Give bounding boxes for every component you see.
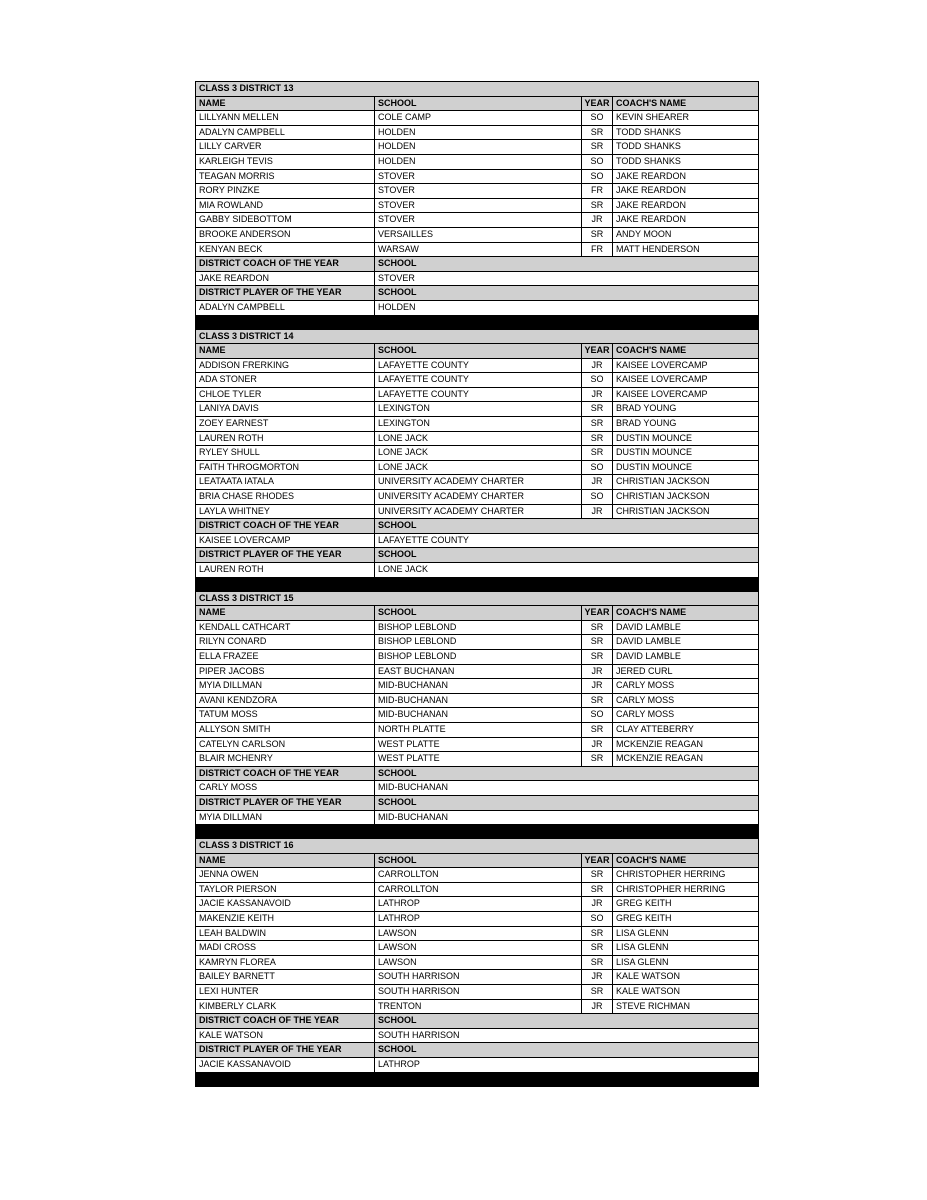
player-row <box>196 926 759 941</box>
player-row <box>196 213 759 228</box>
player-name: KENYAN BECK <box>196 242 375 257</box>
player-school: LONE JACK <box>375 431 582 446</box>
player-name: ADALYN CAMPBELL <box>196 125 375 140</box>
player-school: UNIVERSITY ACADEMY CHARTER <box>375 490 582 505</box>
player-school: LONE JACK <box>375 446 582 461</box>
player-year: SO <box>582 460 613 475</box>
player-school: LAWSON <box>375 926 582 941</box>
player-name: RORY PINZKE <box>196 184 375 199</box>
player-coach: KALE WATSON <box>613 970 759 985</box>
player-name: LAUREN ROTH <box>196 431 375 446</box>
header-coach: COACH'S NAME <box>613 606 759 621</box>
player-school: LAWSON <box>375 941 582 956</box>
player-row <box>196 635 759 650</box>
header-school: SCHOOL <box>375 344 582 359</box>
player-of-year-row <box>196 810 759 825</box>
player-school: WEST PLATTE <box>375 752 582 767</box>
player-school: EAST BUCHANAN <box>375 664 582 679</box>
separator-bar <box>196 1072 759 1086</box>
player-of-year-name: ADALYN CAMPBELL <box>196 300 375 315</box>
player-year: SR <box>582 417 613 432</box>
player-coach: DUSTIN MOUNCE <box>613 431 759 446</box>
player-year: JR <box>582 970 613 985</box>
player-row <box>196 358 759 373</box>
player-name: LILLYANN MELLEN <box>196 111 375 126</box>
player-of-year-label: DISTRICT PLAYER OF THE YEAR <box>196 548 375 563</box>
player-row <box>196 169 759 184</box>
coach-of-year-name: KALE WATSON <box>196 1028 375 1043</box>
player-coach: CARLY MOSS <box>613 708 759 723</box>
table-body <box>196 82 759 1087</box>
player-coach: CHRISTIAN JACKSON <box>613 490 759 505</box>
player-school: LAFAYETTE COUNTY <box>375 373 582 388</box>
header-school: SCHOOL <box>375 853 582 868</box>
player-school: MID-BUCHANAN <box>375 708 582 723</box>
player-year: JR <box>582 475 613 490</box>
coach-of-year-label: DISTRICT COACH OF THE YEAR <box>196 519 375 534</box>
player-name: LILLY CARVER <box>196 140 375 155</box>
player-name: ALLYSON SMITH <box>196 722 375 737</box>
coach-of-year-header-row <box>196 519 759 534</box>
player-of-year-label: DISTRICT PLAYER OF THE YEAR <box>196 1043 375 1058</box>
player-name: BLAIR MCHENRY <box>196 752 375 767</box>
coach-of-year-row <box>196 781 759 796</box>
header-name: NAME <box>196 606 375 621</box>
player-year: JR <box>582 897 613 912</box>
header-name: NAME <box>196 344 375 359</box>
player-row <box>196 912 759 927</box>
player-name: ADDISON FRERKING <box>196 358 375 373</box>
coach-of-year-row <box>196 271 759 286</box>
separator-bar <box>196 315 759 329</box>
player-school: LEXINGTON <box>375 402 582 417</box>
player-year: JR <box>582 664 613 679</box>
player-year: SR <box>582 198 613 213</box>
player-row <box>196 446 759 461</box>
player-year: JR <box>582 737 613 752</box>
player-school: UNIVERSITY ACADEMY CHARTER <box>375 504 582 519</box>
player-name: MYIA DILLMAN <box>196 679 375 694</box>
player-row <box>196 111 759 126</box>
player-name: TEAGAN MORRIS <box>196 169 375 184</box>
player-of-year-row <box>196 1058 759 1073</box>
header-school: SCHOOL <box>375 606 582 621</box>
player-of-year-name: LAUREN ROTH <box>196 563 375 578</box>
player-row <box>196 693 759 708</box>
player-school: STOVER <box>375 169 582 184</box>
player-row <box>196 140 759 155</box>
header-coach: COACH'S NAME <box>613 853 759 868</box>
district-title-row <box>196 82 759 97</box>
section-separator <box>196 1072 759 1086</box>
player-row <box>196 868 759 883</box>
player-year: FR <box>582 242 613 257</box>
player-of-year-label: DISTRICT PLAYER OF THE YEAR <box>196 286 375 301</box>
coach-of-year-school: LAFAYETTE COUNTY <box>375 533 759 548</box>
player-of-year-school: LONE JACK <box>375 563 759 578</box>
player-school: WARSAW <box>375 242 582 257</box>
player-coach: LISA GLENN <box>613 955 759 970</box>
player-year: SR <box>582 722 613 737</box>
coach-of-year-school-label: SCHOOL <box>375 766 759 781</box>
player-school: STOVER <box>375 198 582 213</box>
section-separator <box>196 825 759 839</box>
player-coach: DAVID LAMBLE <box>613 620 759 635</box>
district-title-row <box>196 591 759 606</box>
player-name: KENDALL CATHCART <box>196 620 375 635</box>
district-title: CLASS 3 DISTRICT 16 <box>196 839 759 854</box>
player-of-year-label: DISTRICT PLAYER OF THE YEAR <box>196 795 375 810</box>
player-year: SR <box>582 402 613 417</box>
player-year: SO <box>582 169 613 184</box>
player-school: TRENTON <box>375 999 582 1014</box>
player-year: SR <box>582 985 613 1000</box>
player-name: ADA STONER <box>196 373 375 388</box>
coach-of-year-school: SOUTH HARRISON <box>375 1028 759 1043</box>
player-coach: KAISEE LOVERCAMP <box>613 358 759 373</box>
player-row <box>196 184 759 199</box>
player-coach: GREG KEITH <box>613 912 759 927</box>
player-coach: JAKE REARDON <box>613 213 759 228</box>
player-of-year-school-label: SCHOOL <box>375 1043 759 1058</box>
player-coach: GREG KEITH <box>613 897 759 912</box>
player-coach: DAVID LAMBLE <box>613 649 759 664</box>
player-year: SR <box>582 140 613 155</box>
coach-of-year-school-label: SCHOOL <box>375 519 759 534</box>
coach-of-year-school: STOVER <box>375 271 759 286</box>
player-year: SO <box>582 708 613 723</box>
player-year: SR <box>582 649 613 664</box>
header-year: YEAR <box>582 96 613 111</box>
coach-of-year-name: KAISEE LOVERCAMP <box>196 533 375 548</box>
player-of-year-header-row <box>196 286 759 301</box>
player-of-year-school: LATHROP <box>375 1058 759 1073</box>
player-row <box>196 387 759 402</box>
coach-of-year-header-row <box>196 1014 759 1029</box>
player-coach: CARLY MOSS <box>613 679 759 694</box>
player-row <box>196 737 759 752</box>
player-school: BISHOP LEBLOND <box>375 649 582 664</box>
player-coach: LISA GLENN <box>613 941 759 956</box>
coach-of-year-school-label: SCHOOL <box>375 257 759 272</box>
district-title-row <box>196 329 759 344</box>
player-school: HOLDEN <box>375 140 582 155</box>
player-school: CARROLLTON <box>375 868 582 883</box>
player-year: SR <box>582 620 613 635</box>
player-row <box>196 402 759 417</box>
player-school: BISHOP LEBLOND <box>375 635 582 650</box>
player-year: SR <box>582 955 613 970</box>
player-coach: BRAD YOUNG <box>613 402 759 417</box>
player-row <box>196 999 759 1014</box>
player-year: JR <box>582 679 613 694</box>
player-year: SR <box>582 635 613 650</box>
player-row <box>196 154 759 169</box>
player-of-year-school: HOLDEN <box>375 300 759 315</box>
player-coach: TODD SHANKS <box>613 154 759 169</box>
player-year: SO <box>582 912 613 927</box>
player-year: SR <box>582 227 613 242</box>
player-school: LEXINGTON <box>375 417 582 432</box>
header-year: YEAR <box>582 853 613 868</box>
player-name: GABBY SIDEBOTTOM <box>196 213 375 228</box>
player-of-year-school: MID-BUCHANAN <box>375 810 759 825</box>
player-row <box>196 752 759 767</box>
player-name: JENNA OWEN <box>196 868 375 883</box>
player-coach: CHRISTIAN JACKSON <box>613 475 759 490</box>
player-year: SR <box>582 926 613 941</box>
player-year: SR <box>582 446 613 461</box>
player-name: MAKENZIE KEITH <box>196 912 375 927</box>
player-row <box>196 242 759 257</box>
coach-of-year-school: MID-BUCHANAN <box>375 781 759 796</box>
player-year: SR <box>582 125 613 140</box>
player-year: JR <box>582 358 613 373</box>
player-row <box>196 198 759 213</box>
player-year: FR <box>582 184 613 199</box>
player-school: HOLDEN <box>375 125 582 140</box>
coach-of-year-name: CARLY MOSS <box>196 781 375 796</box>
player-school: MID-BUCHANAN <box>375 693 582 708</box>
player-coach: DUSTIN MOUNCE <box>613 460 759 475</box>
player-year: JR <box>582 504 613 519</box>
player-of-year-row <box>196 563 759 578</box>
player-coach: TODD SHANKS <box>613 140 759 155</box>
player-name: PIPER JACOBS <box>196 664 375 679</box>
column-header-row <box>196 344 759 359</box>
header-school: SCHOOL <box>375 96 582 111</box>
player-coach: JAKE REARDON <box>613 198 759 213</box>
player-row <box>196 125 759 140</box>
player-coach: CARLY MOSS <box>613 693 759 708</box>
player-year: JR <box>582 387 613 402</box>
player-school: STOVER <box>375 213 582 228</box>
player-coach: CHRISTOPHER HERRING <box>613 868 759 883</box>
player-row <box>196 417 759 432</box>
coach-of-year-header-row <box>196 257 759 272</box>
player-name: LANIYA DAVIS <box>196 402 375 417</box>
player-of-year-school-label: SCHOOL <box>375 548 759 563</box>
player-coach: MCKENZIE REAGAN <box>613 737 759 752</box>
player-coach: JAKE REARDON <box>613 169 759 184</box>
player-school: LAWSON <box>375 955 582 970</box>
player-name: BRIA CHASE RHODES <box>196 490 375 505</box>
player-school: LAFAYETTE COUNTY <box>375 358 582 373</box>
player-school: LATHROP <box>375 897 582 912</box>
player-school: WEST PLATTE <box>375 737 582 752</box>
header-year: YEAR <box>582 606 613 621</box>
player-of-year-name: JACIE KASSANAVOID <box>196 1058 375 1073</box>
player-name: LEXI HUNTER <box>196 985 375 1000</box>
player-name: AVANI KENDZORA <box>196 693 375 708</box>
player-row <box>196 431 759 446</box>
player-name: LAYLA WHITNEY <box>196 504 375 519</box>
player-year: SR <box>582 868 613 883</box>
player-school: UNIVERSITY ACADEMY CHARTER <box>375 475 582 490</box>
player-school: LATHROP <box>375 912 582 927</box>
header-coach: COACH'S NAME <box>613 96 759 111</box>
player-coach: BRAD YOUNG <box>613 417 759 432</box>
player-name: KAMRYN FLOREA <box>196 955 375 970</box>
player-year: SR <box>582 752 613 767</box>
player-coach: KAISEE LOVERCAMP <box>613 373 759 388</box>
player-school: HOLDEN <box>375 154 582 169</box>
player-row <box>196 955 759 970</box>
player-row <box>196 664 759 679</box>
player-year: SO <box>582 111 613 126</box>
player-coach: LISA GLENN <box>613 926 759 941</box>
coach-of-year-row <box>196 533 759 548</box>
player-year: JR <box>582 999 613 1014</box>
player-of-year-header-row <box>196 795 759 810</box>
player-name: RYLEY SHULL <box>196 446 375 461</box>
player-name: CHLOE TYLER <box>196 387 375 402</box>
district-title: CLASS 3 DISTRICT 14 <box>196 329 759 344</box>
coach-of-year-row <box>196 1028 759 1043</box>
player-of-year-school-label: SCHOOL <box>375 286 759 301</box>
player-coach: KALE WATSON <box>613 985 759 1000</box>
player-coach: CHRISTOPHER HERRING <box>613 882 759 897</box>
player-of-year-row <box>196 300 759 315</box>
player-coach: CHRISTIAN JACKSON <box>613 504 759 519</box>
coach-of-year-label: DISTRICT COACH OF THE YEAR <box>196 1014 375 1029</box>
player-school: SOUTH HARRISON <box>375 985 582 1000</box>
header-name: NAME <box>196 853 375 868</box>
player-row <box>196 679 759 694</box>
player-coach: MATT HENDERSON <box>613 242 759 257</box>
all-district-document <box>195 81 758 1087</box>
player-school: COLE CAMP <box>375 111 582 126</box>
player-year: SR <box>582 431 613 446</box>
header-coach: COACH'S NAME <box>613 344 759 359</box>
player-row <box>196 722 759 737</box>
header-year: YEAR <box>582 344 613 359</box>
player-row <box>196 475 759 490</box>
coach-of-year-label: DISTRICT COACH OF THE YEAR <box>196 257 375 272</box>
player-school: VERSAILLES <box>375 227 582 242</box>
player-coach: STEVE RICHMAN <box>613 999 759 1014</box>
player-row <box>196 373 759 388</box>
player-school: BISHOP LEBLOND <box>375 620 582 635</box>
player-year: SO <box>582 154 613 169</box>
player-school: STOVER <box>375 184 582 199</box>
player-of-year-header-row <box>196 548 759 563</box>
player-school: LONE JACK <box>375 460 582 475</box>
player-coach: DAVID LAMBLE <box>613 635 759 650</box>
player-year: JR <box>582 213 613 228</box>
player-name: LEATAATA IATALA <box>196 475 375 490</box>
player-name: ELLA FRAZEE <box>196 649 375 664</box>
player-name: BAILEY BARNETT <box>196 970 375 985</box>
player-coach: MCKENZIE REAGAN <box>613 752 759 767</box>
player-coach: CLAY ATTEBERRY <box>613 722 759 737</box>
player-year: SR <box>582 882 613 897</box>
player-name: CATELYN CARLSON <box>196 737 375 752</box>
player-of-year-name: MYIA DILLMAN <box>196 810 375 825</box>
separator-bar <box>196 577 759 591</box>
player-coach: JERED CURL <box>613 664 759 679</box>
separator-bar <box>196 825 759 839</box>
player-of-year-school-label: SCHOOL <box>375 795 759 810</box>
column-header-row <box>196 96 759 111</box>
district-title-row <box>196 839 759 854</box>
player-name: LEAH BALDWIN <box>196 926 375 941</box>
coach-of-year-name: JAKE REARDON <box>196 271 375 286</box>
player-row <box>196 897 759 912</box>
player-name: KARLEIGH TEVIS <box>196 154 375 169</box>
player-school: CARROLLTON <box>375 882 582 897</box>
player-coach: ANDY MOON <box>613 227 759 242</box>
coach-of-year-school-label: SCHOOL <box>375 1014 759 1029</box>
player-school: LAFAYETTE COUNTY <box>375 387 582 402</box>
player-name: FAITH THROGMORTON <box>196 460 375 475</box>
player-school: SOUTH HARRISON <box>375 970 582 985</box>
player-name: MIA ROWLAND <box>196 198 375 213</box>
player-row <box>196 882 759 897</box>
player-name: ZOEY EARNEST <box>196 417 375 432</box>
player-name: RILYN CONARD <box>196 635 375 650</box>
header-name: NAME <box>196 96 375 111</box>
player-row <box>196 620 759 635</box>
player-school: NORTH PLATTE <box>375 722 582 737</box>
coach-of-year-header-row <box>196 766 759 781</box>
player-coach: KAISEE LOVERCAMP <box>613 387 759 402</box>
section-separator <box>196 315 759 329</box>
column-header-row <box>196 853 759 868</box>
player-year: SR <box>582 693 613 708</box>
district-title: CLASS 3 DISTRICT 13 <box>196 82 759 97</box>
player-row <box>196 227 759 242</box>
player-coach: TODD SHANKS <box>613 125 759 140</box>
district-title: CLASS 3 DISTRICT 15 <box>196 591 759 606</box>
player-name: BROOKE ANDERSON <box>196 227 375 242</box>
player-coach: DUSTIN MOUNCE <box>613 446 759 461</box>
player-name: TAYLOR PIERSON <box>196 882 375 897</box>
player-row <box>196 941 759 956</box>
player-name: JACIE KASSANAVOID <box>196 897 375 912</box>
player-of-year-header-row <box>196 1043 759 1058</box>
player-year: SO <box>582 490 613 505</box>
player-year: SR <box>582 941 613 956</box>
player-row <box>196 490 759 505</box>
player-row <box>196 708 759 723</box>
player-year: SO <box>582 373 613 388</box>
column-header-row <box>196 606 759 621</box>
player-name: MADI CROSS <box>196 941 375 956</box>
player-row <box>196 460 759 475</box>
player-name: TATUM MOSS <box>196 708 375 723</box>
player-row <box>196 970 759 985</box>
player-row <box>196 649 759 664</box>
player-coach: KEVIN SHEARER <box>613 111 759 126</box>
player-row <box>196 504 759 519</box>
player-coach: JAKE REARDON <box>613 184 759 199</box>
player-row <box>196 985 759 1000</box>
coach-of-year-label: DISTRICT COACH OF THE YEAR <box>196 766 375 781</box>
all-district-table <box>195 81 759 1087</box>
player-name: KIMBERLY CLARK <box>196 999 375 1014</box>
section-separator <box>196 577 759 591</box>
player-school: MID-BUCHANAN <box>375 679 582 694</box>
